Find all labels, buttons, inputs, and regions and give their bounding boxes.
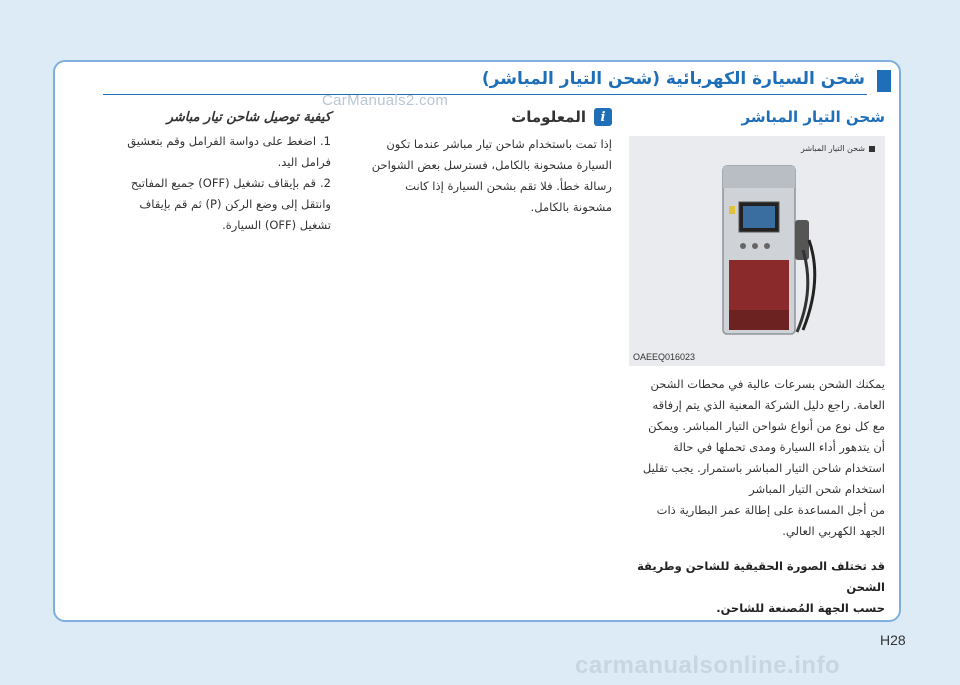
step-1-cont: فرامل اليد. — [277, 155, 331, 169]
section-title: شحن السيارة الكهربائية (شحن التيار المباشر) — [481, 69, 865, 89]
connect-dc-heading: كيفية توصيل شاحن تيار مباشر — [166, 110, 331, 125]
steps-list — [113, 131, 331, 236]
page-number: H28 — [880, 632, 906, 648]
info-column — [330, 108, 612, 218]
figure-code: OAEEQ016023 — [633, 352, 696, 362]
charger-note: قد تختلف الصورة الحقيقية للشاحن وطريقة الشحن حسب الجهة المُصنعة للشاحن. — [637, 559, 885, 615]
step-2: 2.قم بإيقاف تشغيل (OFF) جميع المفاتيح — [130, 176, 331, 190]
watermark-bottom: carmanualsonline.info — [575, 652, 841, 679]
dc-charger-illustration — [715, 160, 825, 340]
section-marker — [877, 70, 891, 92]
info-body: إذا تمت باستخدام شاحن تيار مباشر عندما تكون السيارة مشحونة بالكامل، فسترسل بعض الشواحن رسالة خطأ. فلا تقم بشحن السيارة إذا كانت مشحونة بالكامل. — [371, 137, 612, 214]
charger-figure — [629, 136, 885, 366]
step-1: 1.اضغط على دواسة الفرامل وقم بتعشيق — [127, 134, 331, 148]
info-icon: i — [594, 108, 612, 126]
right-column — [627, 108, 885, 619]
info-header — [330, 108, 612, 126]
step-2-cont2: تشغيل (OFF) السيارة. — [222, 218, 331, 232]
caption-square-icon — [869, 146, 875, 152]
info-title: المعلومات — [511, 108, 586, 126]
step-2-cont: وانتقل إلى وضع الركن (P) ثم قم بإيقاف — [139, 197, 331, 211]
watermark-top: CarManuals2.com — [322, 92, 449, 109]
dc-charging-heading: شحن التيار المباشر — [741, 108, 885, 126]
dc-charging-body: يمكنك الشحن بسرعات عالية في محطات الشحن العامة. راجع دليل الشركة المعنية الذي يتم إرفاقه مع كل نوع من أنواع شواحن التيار المباشر. ويمكن أن يتدهور أداء السيارة ومدى تحملها في حالة استخدام شاحن التيار المباشر باستمرار. يجب تقليل استخدام شحن التيار المباشر من أجل المساعدة على إطالة عمر البطارية ذات الجهد الكهربي العالي. — [642, 377, 885, 538]
section-rule — [103, 94, 867, 95]
section-header — [55, 66, 901, 96]
figure-caption: شحن التيار المباشر — [801, 144, 875, 153]
steps-column — [113, 110, 331, 236]
